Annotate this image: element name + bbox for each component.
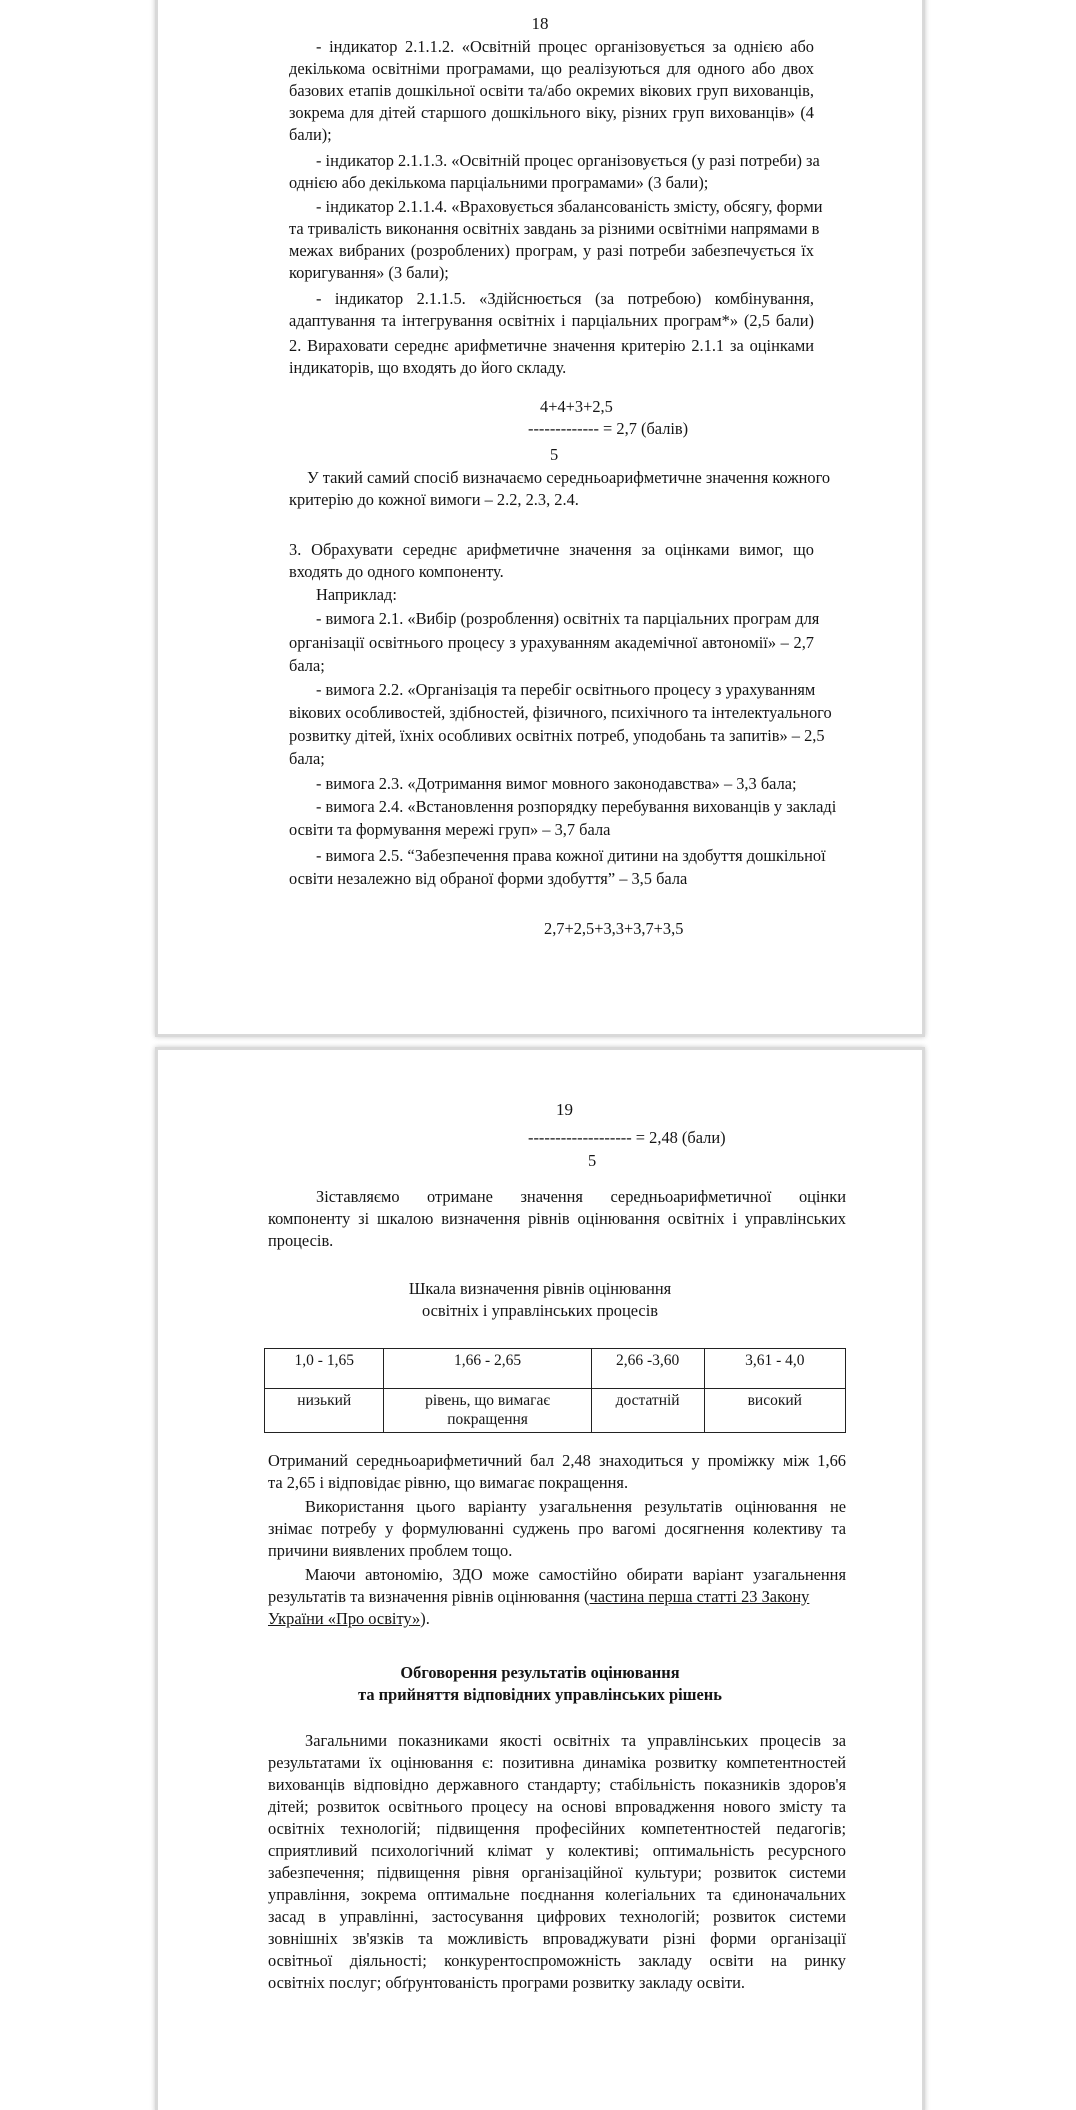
text-line: освіти та формування мережі груп» – 3,7 бала [289,820,611,839]
formula-line: ------------- = 2,7 (балів) [528,419,689,438]
text-line: Отриманий середньоарифметичний бал 2,48 знаходиться у проміжку між 1,66 [268,1451,846,1470]
text-line: - індикатор 2.1.1.4. «Враховується збалансованість змісту, обсягу, форми [316,197,823,216]
text-line: результатами їх оцінювання є: позитивна динаміка розвитку компетентностей [268,1753,846,1772]
text-line: базових етапів дошкільної освіти та/або окремих вікових груп вихованців, [289,81,814,100]
text-span: ). [420,1609,430,1628]
table-cell: рівень, що вимагає покращення [384,1389,591,1433]
text-line: - вимога 2.4. «Встановлення розпорядку перебування вихованців у закладі [316,797,837,816]
text-line: організації освітнього процесу з урахуванням академічної автономії» – 2,7 [289,633,814,652]
text-line: компоненту зі шкалою визначення рівнів оцінювання освітніх і управлінських [268,1209,846,1228]
table-cell: 1,0 - 1,65 [265,1349,384,1389]
text-line: Маючи автономію, ЗДО може самостійно обирати варіант узагальнення [305,1565,846,1584]
text-line: освіти незалежно від обраної форми здобуття” – 3,5 бала [289,869,688,888]
table-cell: високий [704,1389,845,1433]
text-line: бала; [289,749,325,768]
text-line: входять до одного компоненту. [289,562,504,581]
text-line: - індикатор 2.1.1.5. «Здійснюється (за потребою) комбінування, [316,289,814,308]
text-line: коригування» (3 бали); [289,263,449,282]
section-heading: та прийняття відповідних управлінських рішень [358,1685,722,1704]
text-line: бали); [289,125,332,144]
table-cell: 3,61 - 4,0 [704,1349,845,1389]
text-line: 3. Обрахувати середнє арифметичне значення за оцінками вимог, що [289,540,814,559]
text-line: - вимога 2.2. «Організація та перебіг освітнього процесу з урахуванням [316,680,816,699]
text-line: процесів. [268,1231,334,1250]
text-line: однією або декількома парціальними програмами» (3 бали); [289,173,709,192]
text-line: індикаторів, що входять до його складу. [289,358,567,377]
text-line: освітньої діяльності; конкурентоспроможність закладу освіти на ринку [268,1951,846,1970]
text-line: критерію до кожної вимоги – 2.2, 2.3, 2.4. [289,490,579,509]
formula-denominator: 5 [550,445,559,464]
text-line: Зіставляємо отримане значення середньоарифметичної оцінки [316,1187,846,1206]
text-line: - вимога 2.5. “Забезпечення права кожної дитини на здобуття дошкільної [316,846,826,865]
text-line: Використання цього варіанту узагальнення результатів оцінювання не [305,1497,846,1516]
law-reference-link[interactable]: частина перша статті 23 Закону [589,1587,810,1606]
table-cell: 1,66 - 2,65 [384,1349,591,1389]
text-line: сприятливий психологічний клімат у колективі; оптимальність ресурсного [268,1841,846,1860]
text-line: зокрема для дітей старшого дошкільного віку, різних груп вихованців» (4 [289,103,814,122]
table-cell: 2,66 -3,60 [591,1349,704,1389]
levels-scale-table [264,1348,846,1433]
section-heading: Обговорення результатів оцінювання [400,1663,680,1682]
text-line: 2. Вираховати середнє арифметичне значення критерію 2.1.1 за оцінками [289,336,814,355]
document-page-19 [158,1050,922,2110]
text-line [268,1586,809,1607]
text-line: та 2,65 і відповідає рівню, що вимагає покращення. [268,1473,629,1492]
formula-denominator: 5 [588,1151,597,1170]
text-line: забезпечення; підвищення рівня організаційної культури; розвиток системи [268,1863,846,1882]
text-line: Загальними показниками якості освітніх та управлінських процесів за [305,1731,846,1750]
text-line: зовнішніх зв'язків та можливість впроваджувати різні форми організації [268,1929,846,1948]
text-line [268,1608,430,1629]
table-row [265,1389,846,1433]
text-line: вихованців відповідно державного стандарту; стабільність показників здоров'я [268,1775,846,1794]
text-line: освітніх технологій; підвищення професійних компетентностей педагогів; [268,1819,846,1838]
table-cell: низький [265,1389,384,1433]
text-line: знімає потребу у формулюванні суджень про вагомі досягнення колективу та [268,1519,846,1538]
text-line: вікових особливостей, здібностей, фізичного, психічного та інтелектуального [289,703,832,722]
text-line: межах вибраних (розроблених) програм, у разі потреби забезпечується їх [289,241,814,260]
page-number: 19 [556,1100,573,1119]
text-line: та тривалість виконання освітніх завдань за різними освітніми напрямами в [289,219,820,238]
scale-title: освітніх і управлінських процесів [421,1301,659,1320]
text-line: бала; [289,656,325,675]
text-line: - індикатор 2.1.1.3. «Освітній процес організовується (у разі потреби) за [316,151,820,170]
text-line: управління, зокрема оптимальне поєднання колегіальних та єдиноначальних [268,1885,846,1904]
text-line: дітей; розвиток освітнього процесу на основі впровадження нового змісту та [268,1797,846,1816]
document-page-18 [158,0,922,1034]
formula-numerator: 4+4+3+2,5 [540,397,613,416]
text-line: - вимога 2.3. «Дотримання вимог мовного законодавства» – 3,3 бала; [316,774,797,793]
law-reference-link[interactable]: України «Про освіту» [268,1609,421,1628]
text-line: засад в управлінні, застосування цифрових технологій; розвиток системи [268,1907,846,1926]
text-line: розвитку дітей, їхніх особливих освітніх потреб, уподобань та запитів» – 2,5 [289,726,825,745]
text-line: У такий самий спосіб визначаємо середньоарифметичне значення кожного [307,468,831,487]
scale-title: Шкала визначення рівнів оцінювання [408,1279,672,1298]
text-line: - індикатор 2.1.1.2. «Освітній процес організовується за однією або [316,37,814,56]
table-cell: достатній [591,1389,704,1433]
formula-numerator: 2,7+2,5+3,3+3,7+3,5 [544,919,684,938]
text-line: причини виявлених проблем тощо. [268,1541,513,1560]
text-line: Наприклад: [316,585,397,604]
page-number: 18 [531,14,549,33]
text-line: декількома освітніми програмами, що реалізуються для одного або двох [289,59,814,78]
text-line: адаптування та інтегрування освітніх і парціальних програм*» (2,5 бали) [289,311,814,330]
formula-line: ------------------- = 2,48 (бали) [528,1128,726,1147]
text-span: результатів та визначення рівнів оцінювання ( [268,1587,590,1606]
text-line: - вимога 2.1. «Вибір (розроблення) освітніх та парціальних програм для [316,609,820,628]
text-line: освітніх послуг; обґрунтованість програми розвитку закладу освіти. [268,1973,746,1992]
table-row [265,1349,846,1389]
